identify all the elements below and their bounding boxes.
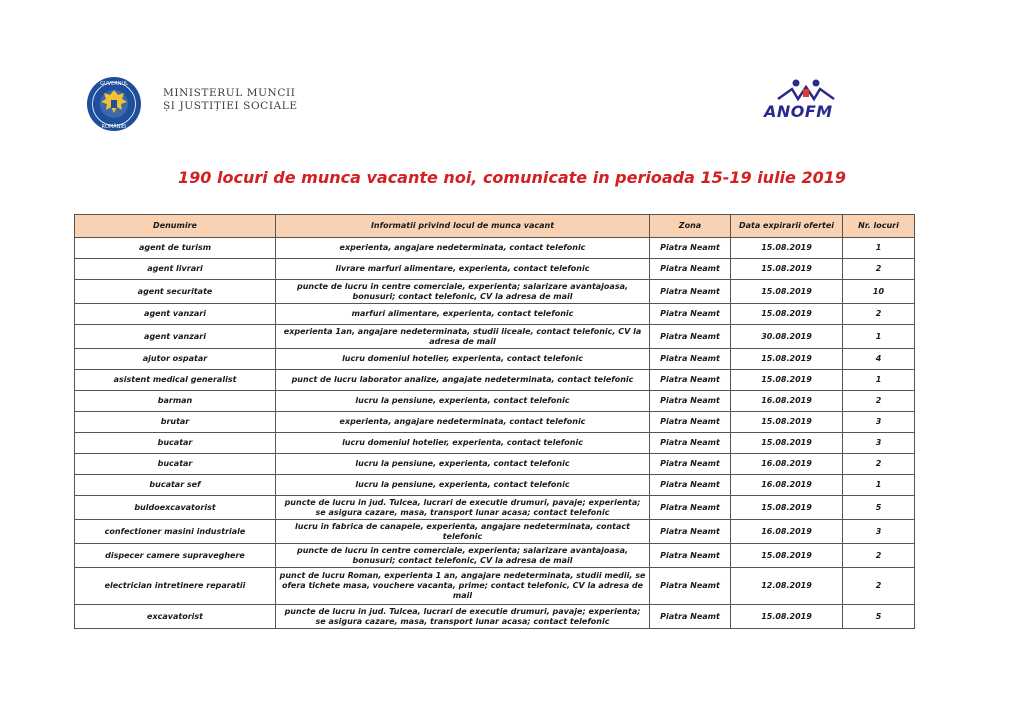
job-expiry-date: 16.08.2019 xyxy=(731,520,843,544)
table-row xyxy=(75,454,915,475)
job-zone: Piatra Neamt xyxy=(650,238,731,259)
job-expiry-date: 15.08.2019 xyxy=(731,370,843,391)
job-name: bucatar sef xyxy=(75,475,276,496)
job-zone: Piatra Neamt xyxy=(650,433,731,454)
job-info: lucru la pensiune, experienta, contact telefonic xyxy=(276,391,650,412)
job-expiry-date: 15.08.2019 xyxy=(731,259,843,280)
column-header-nr-locuri: Nr. locuri xyxy=(843,215,915,238)
job-info: lucru la pensiune, experienta, contact telefonic xyxy=(276,475,650,496)
table-row xyxy=(75,391,915,412)
job-name: excavatorist xyxy=(75,605,276,629)
svg-text:GUVERNUL: GUVERNUL xyxy=(100,81,128,87)
column-header-data-expirarii: Data expirarii ofertei xyxy=(731,215,843,238)
job-name: electrician intretinere reparatii xyxy=(75,568,276,605)
job-expiry-date: 15.08.2019 xyxy=(731,605,843,629)
job-zone: Piatra Neamt xyxy=(650,391,731,412)
job-vacancies-table xyxy=(74,214,915,629)
job-count: 5 xyxy=(843,496,915,520)
table-row xyxy=(75,349,915,370)
job-info: puncte de lucru in centre comerciale, experienta; salarizare avantajoasa, bonusuri; contact telefonic, CV la adresa de mail xyxy=(276,544,650,568)
job-name: confectioner masini industriale xyxy=(75,520,276,544)
column-header-informatii: Informatii privind locul de munca vacant xyxy=(276,215,650,238)
job-count: 2 xyxy=(843,454,915,475)
job-count: 2 xyxy=(843,544,915,568)
job-name: agent vanzari xyxy=(75,325,276,349)
job-count: 10 xyxy=(843,280,915,304)
job-count: 2 xyxy=(843,259,915,280)
job-name: agent vanzari xyxy=(75,304,276,325)
table-header-row xyxy=(75,215,915,238)
job-info: experienta 1an, angajare nedeterminata, studii liceale, contact telefonic, CV la adresa de mail xyxy=(276,325,650,349)
job-count: 2 xyxy=(843,568,915,605)
table-row xyxy=(75,304,915,325)
table-row xyxy=(75,412,915,433)
job-expiry-date: 16.08.2019 xyxy=(731,391,843,412)
table-row xyxy=(75,238,915,259)
job-zone: Piatra Neamt xyxy=(650,325,731,349)
government-seal-logo xyxy=(77,76,151,132)
job-expiry-date: 15.08.2019 xyxy=(731,238,843,259)
job-info: lucru la pensiune, experienta, contact telefonic xyxy=(276,454,650,475)
job-info: experienta, angajare nedeterminata, contact telefonic xyxy=(276,412,650,433)
table-row xyxy=(75,544,915,568)
job-count: 1 xyxy=(843,325,915,349)
table-row xyxy=(75,433,915,454)
job-info: puncte de lucru in centre comerciale, experienta; salarizare avantajoasa, bonusuri; contact telefonic, CV la adresa de mail xyxy=(276,280,650,304)
job-count: 3 xyxy=(843,520,915,544)
job-count: 2 xyxy=(843,391,915,412)
job-info: punct de lucru laborator analize, angajate nedeterminata, contact telefonic xyxy=(276,370,650,391)
job-info: experienta, angajare nedeterminata, contact telefonic xyxy=(276,238,650,259)
job-info: lucru domeniul hotelier, experienta, contact telefonic xyxy=(276,349,650,370)
table-row xyxy=(75,280,915,304)
job-zone: Piatra Neamt xyxy=(650,520,731,544)
job-expiry-date: 15.08.2019 xyxy=(731,304,843,325)
job-name: ajutor ospatar xyxy=(75,349,276,370)
table-row xyxy=(75,370,915,391)
job-expiry-date: 15.08.2019 xyxy=(731,496,843,520)
job-name: bucatar xyxy=(75,433,276,454)
job-expiry-date: 16.08.2019 xyxy=(731,475,843,496)
job-expiry-date: 30.08.2019 xyxy=(731,325,843,349)
column-header-denumire: Denumire xyxy=(75,215,276,238)
job-expiry-date: 16.08.2019 xyxy=(731,454,843,475)
job-zone: Piatra Neamt xyxy=(650,349,731,370)
table-row xyxy=(75,568,915,605)
job-name: bucatar xyxy=(75,454,276,475)
job-expiry-date: 15.08.2019 xyxy=(731,349,843,370)
table-row xyxy=(75,259,915,280)
job-count: 2 xyxy=(843,304,915,325)
column-header-zona: Zona xyxy=(650,215,731,238)
job-info: puncte de lucru in jud. Tulcea, lucrari de executie drumuri, pavaje; experienta; se asigura cazare, masa, transport lunar acasa; contact telefonic xyxy=(276,496,650,520)
anofm-label: ANOFM xyxy=(764,102,833,121)
job-name: agent de turism xyxy=(75,238,276,259)
job-zone: Piatra Neamt xyxy=(650,280,731,304)
job-zone: Piatra Neamt xyxy=(650,370,731,391)
table-row xyxy=(75,496,915,520)
job-zone: Piatra Neamt xyxy=(650,568,731,605)
job-count: 4 xyxy=(843,349,915,370)
ministry-name xyxy=(163,87,298,113)
job-zone: Piatra Neamt xyxy=(650,259,731,280)
job-info: livrare marfuri alimentare, experienta, contact telefonic xyxy=(276,259,650,280)
job-name: buldoexcavatorist xyxy=(75,496,276,520)
table-row xyxy=(75,520,915,544)
table-row xyxy=(75,475,915,496)
job-expiry-date: 15.08.2019 xyxy=(731,433,843,454)
job-count: 1 xyxy=(843,238,915,259)
job-expiry-date: 15.08.2019 xyxy=(731,412,843,433)
job-expiry-date: 15.08.2019 xyxy=(731,280,843,304)
job-count: 5 xyxy=(843,605,915,629)
job-name: dispecer camere supraveghere xyxy=(75,544,276,568)
job-count: 1 xyxy=(843,475,915,496)
table-row xyxy=(75,325,915,349)
job-expiry-date: 12.08.2019 xyxy=(731,568,843,605)
job-name: asistent medical generalist xyxy=(75,370,276,391)
job-name: agent securitate xyxy=(75,280,276,304)
job-count: 3 xyxy=(843,433,915,454)
job-zone: Piatra Neamt xyxy=(650,475,731,496)
job-name: agent livrari xyxy=(75,259,276,280)
job-info: puncte de lucru in jud. Tulcea, lucrari de executie drumuri, pavaje; experienta; se asigura cazare, masa, transport lunar acasa; contact telefonic xyxy=(276,605,650,629)
job-zone: Piatra Neamt xyxy=(650,605,731,629)
job-zone: Piatra Neamt xyxy=(650,412,731,433)
job-count: 3 xyxy=(843,412,915,433)
job-zone: Piatra Neamt xyxy=(650,304,731,325)
job-zone: Piatra Neamt xyxy=(650,454,731,475)
svg-text:ROMÂNIEI: ROMÂNIEI xyxy=(101,124,127,130)
job-expiry-date: 15.08.2019 xyxy=(731,544,843,568)
job-name: brutar xyxy=(75,412,276,433)
job-count: 1 xyxy=(843,370,915,391)
job-info: punct de lucru Roman, experienta 1 an, angajare nedeterminata, studii medii, se ofera tichete masa, vouchere vacanta, prime; contact telefonic, CV la adresa de mail xyxy=(276,568,650,605)
job-info: lucru in fabrica de canapele, experienta, angajare nedeterminata, contact telefonic xyxy=(276,520,650,544)
job-zone: Piatra Neamt xyxy=(650,544,731,568)
ministry-line-2: ȘI JUSTIȚIEI SOCIALE xyxy=(163,100,298,112)
job-name: barman xyxy=(75,391,276,412)
table-row xyxy=(75,605,915,629)
ministry-line-1: MINISTERUL MUNCII xyxy=(163,87,296,99)
job-zone: Piatra Neamt xyxy=(650,496,731,520)
job-info: marfuri alimentare, experienta, contact telefonic xyxy=(276,304,650,325)
job-info: lucru domeniul hotelier, experienta, contact telefonic xyxy=(276,433,650,454)
page-title: 190 locuri de munca vacante noi, comunicate in perioada 15-19 iulie 2019 xyxy=(178,168,846,187)
